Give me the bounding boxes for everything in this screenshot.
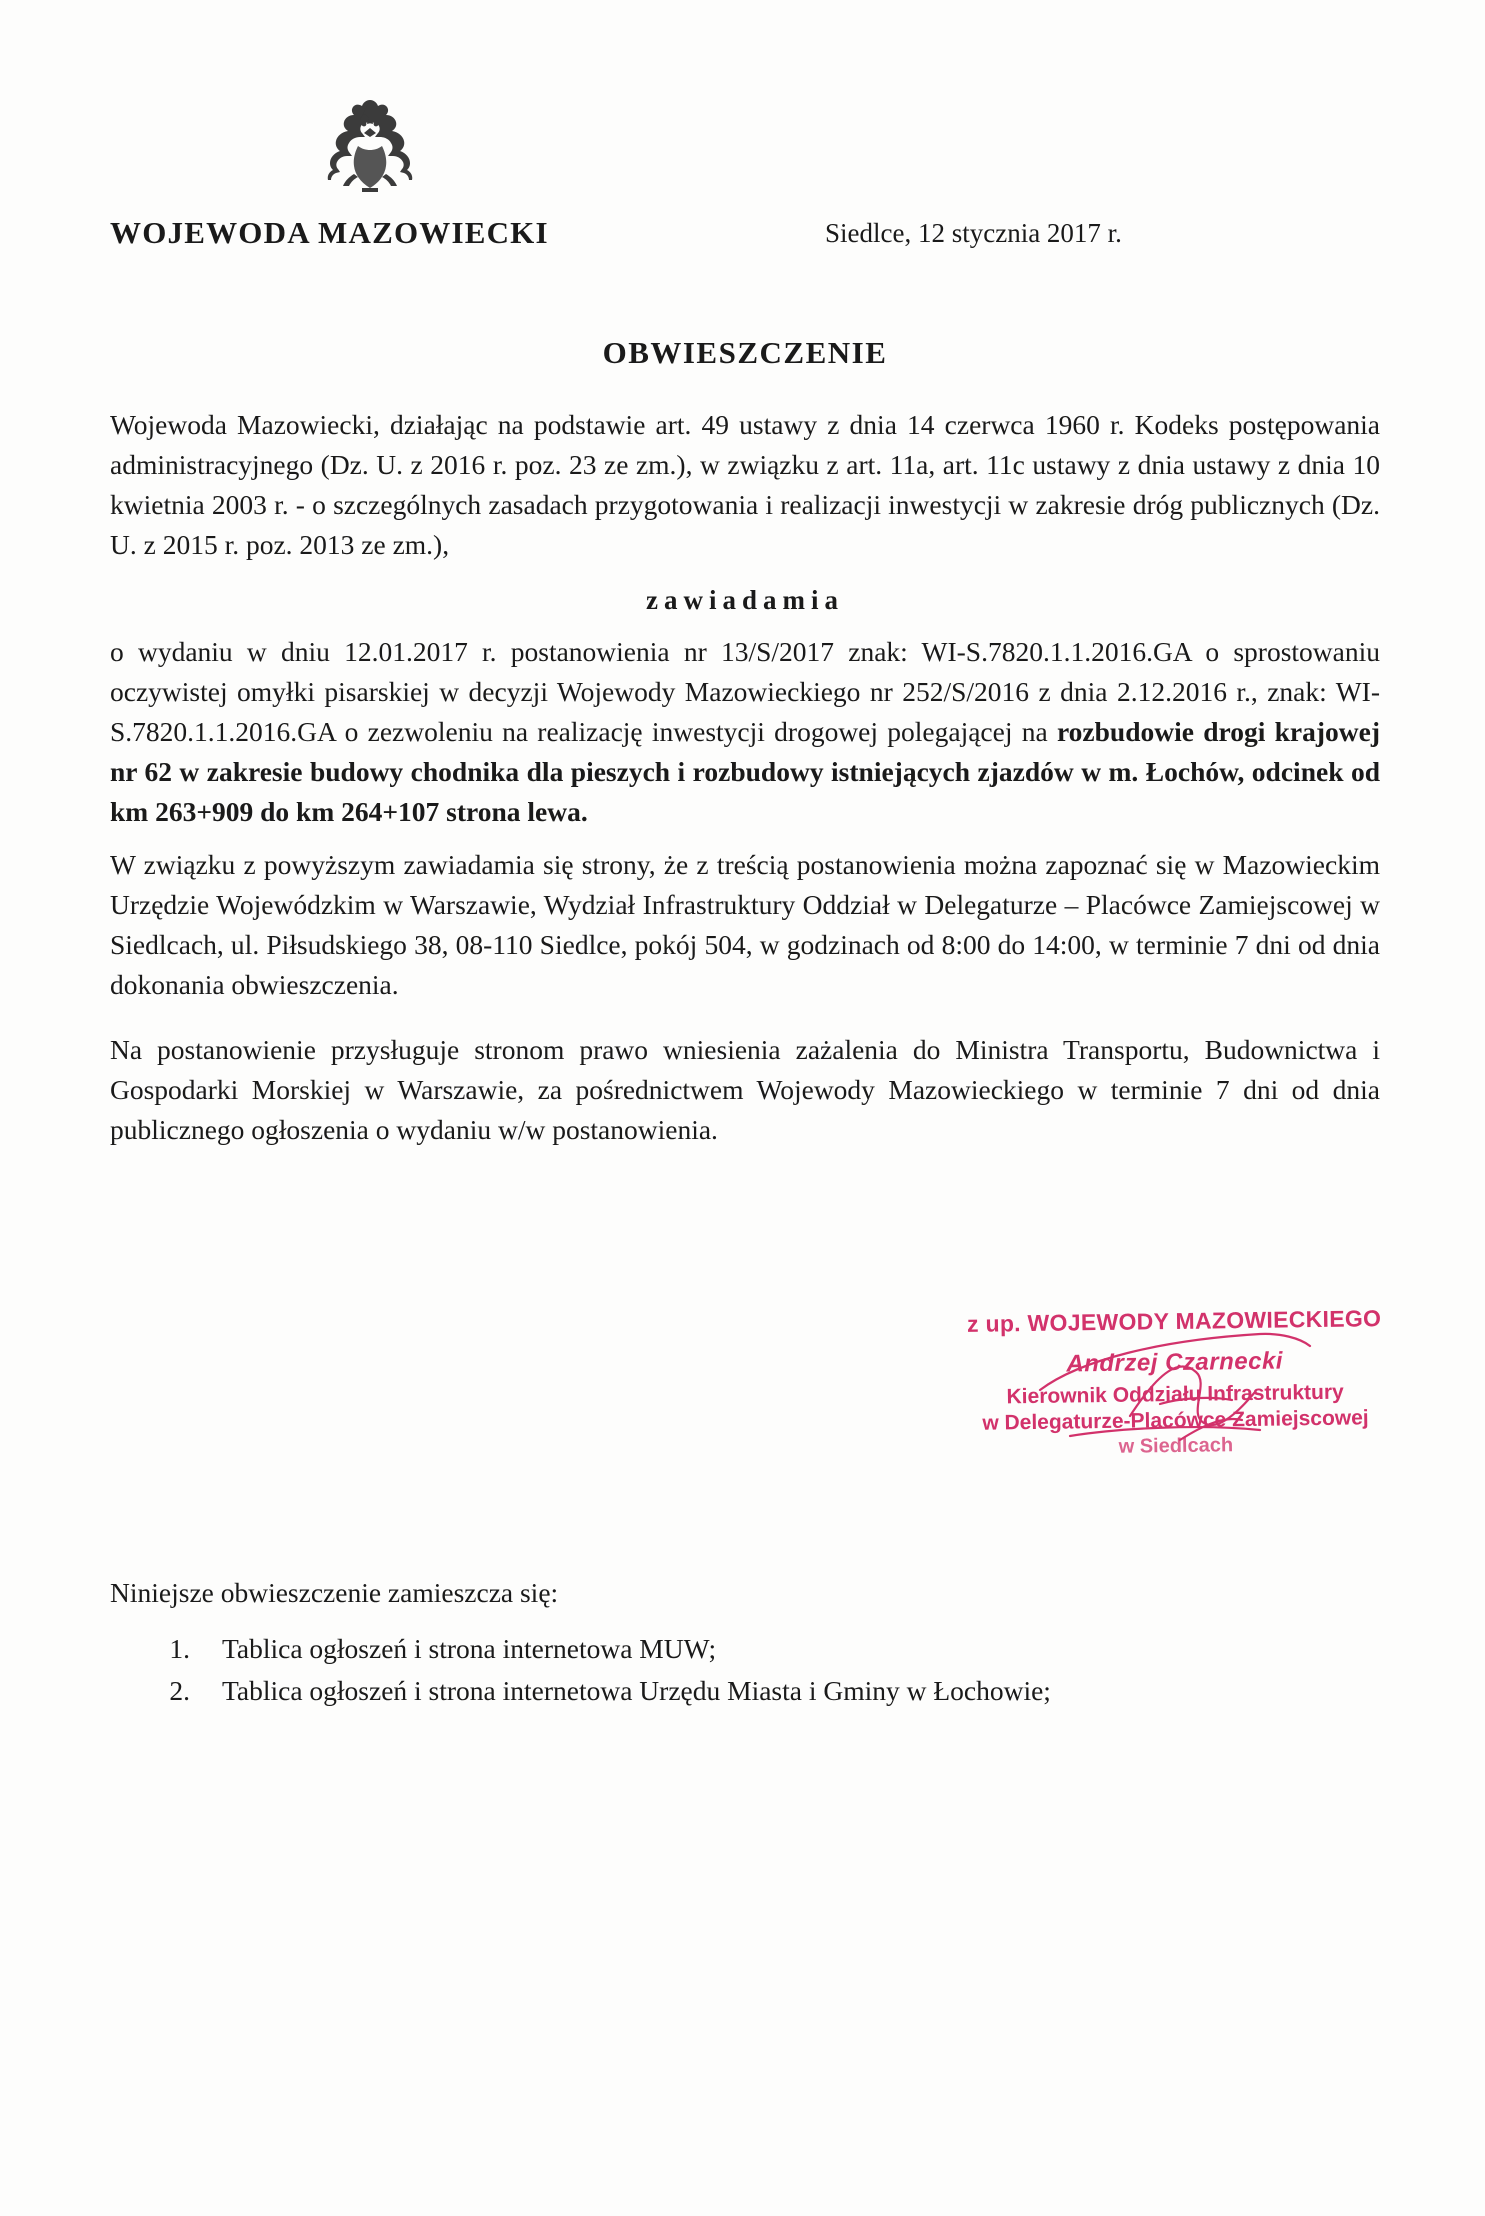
stamp-line-name: Andrzej Czarnecki bbox=[1066, 1347, 1284, 1378]
list-item bbox=[132, 1670, 1372, 1712]
list-item-number: 2. bbox=[169, 1675, 190, 1706]
stamp-line-authority: z up. WOJEWODY MAZOWIECKIEGO bbox=[966, 1305, 1382, 1337]
decision-paragraph-text: o wydaniu w dniu 12.01.2017 r. postanowienia nr 13/S/2017 znak: WI-S.7820.1.1.2016.GA o sprostowaniu oczywistej omyłki pisarskiej w decyzji Wojewody Mazowieckiego nr 252/S/2016 z dnia 2.12.2016 r., znak: WI-S.7820.1.1.2016.GA o zezwoleniu na realizację inwestycji drogowej polegającej na bbox=[110, 636, 1380, 747]
announce-keyword: zawiadamia bbox=[646, 585, 844, 615]
place-and-date: Siedlce, 12 stycznia 2017 r. bbox=[825, 218, 1122, 248]
stamp-line-office: w Delegaturze-Placówce Zamiejscowej bbox=[982, 1406, 1369, 1435]
page-title: OBWIESZCZENIE bbox=[602, 335, 888, 370]
stamp-line-city: w Siedlcach bbox=[1118, 1434, 1234, 1458]
stamp-line-position: Kierownik Oddziału Infrastruktury bbox=[1006, 1380, 1344, 1409]
appeal-paragraph: Na postanowienie przysługuje stronom prawo wniesienia zażalenia do Ministra Transportu, Budownictwa i Gospodarki Morskiej w Warszawie, za pośrednictwem Wojewody Mazowieckiego w terminie 7 dni od dnia publicznego ogłoszenia o wydaniu w/w postanowienia. bbox=[110, 1034, 1380, 1145]
list-item bbox=[132, 1628, 1372, 1670]
publication-list bbox=[132, 1628, 1372, 1712]
list-item-number: 1. bbox=[169, 1633, 190, 1664]
official-stamp bbox=[939, 1305, 1411, 1462]
legal-basis-paragraph: Wojewoda Mazowiecki, działając na podstawie art. 49 ustawy z dnia 14 czerwca 1960 r. Kodeks postępowania administracyjnego (Dz. U. z 2016 r. poz. 23 ze zm.), w związku z art. 11a, art. 11c ustawy z dnia ustawy z dnia 10 kwietnia 2003 r. - o szczególnych zasadach przygotowania i realizacji inwestycji w zakresie dróg publicznych (Dz. U. z 2015 r. poz. 2013 ze zm.), bbox=[110, 409, 1380, 560]
inspection-paragraph: W związku z powyższym zawiadamia się strony, że z treścią postanowienia można zapoznać się w Mazowieckim Urzędzie Wojewódzkim w Warszawie, Wydział Infrastruktury Oddział w Delegaturze – Placówce Zamiejscowej w Siedlcach, ul. Piłsudskiego 38, 08-110 Siedlce, pokój 504, w godzinach od 8:00 do 14:00, w terminie 7 dni od dnia dokonania obwieszczenia. bbox=[110, 849, 1380, 1000]
list-item-label: Tablica ogłoszeń i strona internetowa MUW; bbox=[222, 1633, 717, 1664]
polish-eagle-emblem bbox=[310, 90, 430, 200]
document-header bbox=[110, 215, 1380, 255]
eagle-icon bbox=[310, 90, 430, 200]
voivode-title: WOJEWODA MAZOWIECKI bbox=[110, 215, 549, 250]
list-item-label: Tablica ogłoszeń i strona internetowa Urzędu Miasta i Gminy w Łochowie; bbox=[222, 1675, 1051, 1706]
footer-intro: Niniejsze obwieszczenie zamieszcza się: bbox=[110, 1577, 559, 1608]
investment-description: rozbudowie drogi krajowej nr 62 w zakresie budowy chodnika dla pieszych i rozbudowy istniejących zjazdów w m. Łochów, odcinek od km 263+909 do km 264+107 strona lewa. bbox=[110, 716, 1380, 827]
decision-paragraph bbox=[110, 632, 1380, 832]
